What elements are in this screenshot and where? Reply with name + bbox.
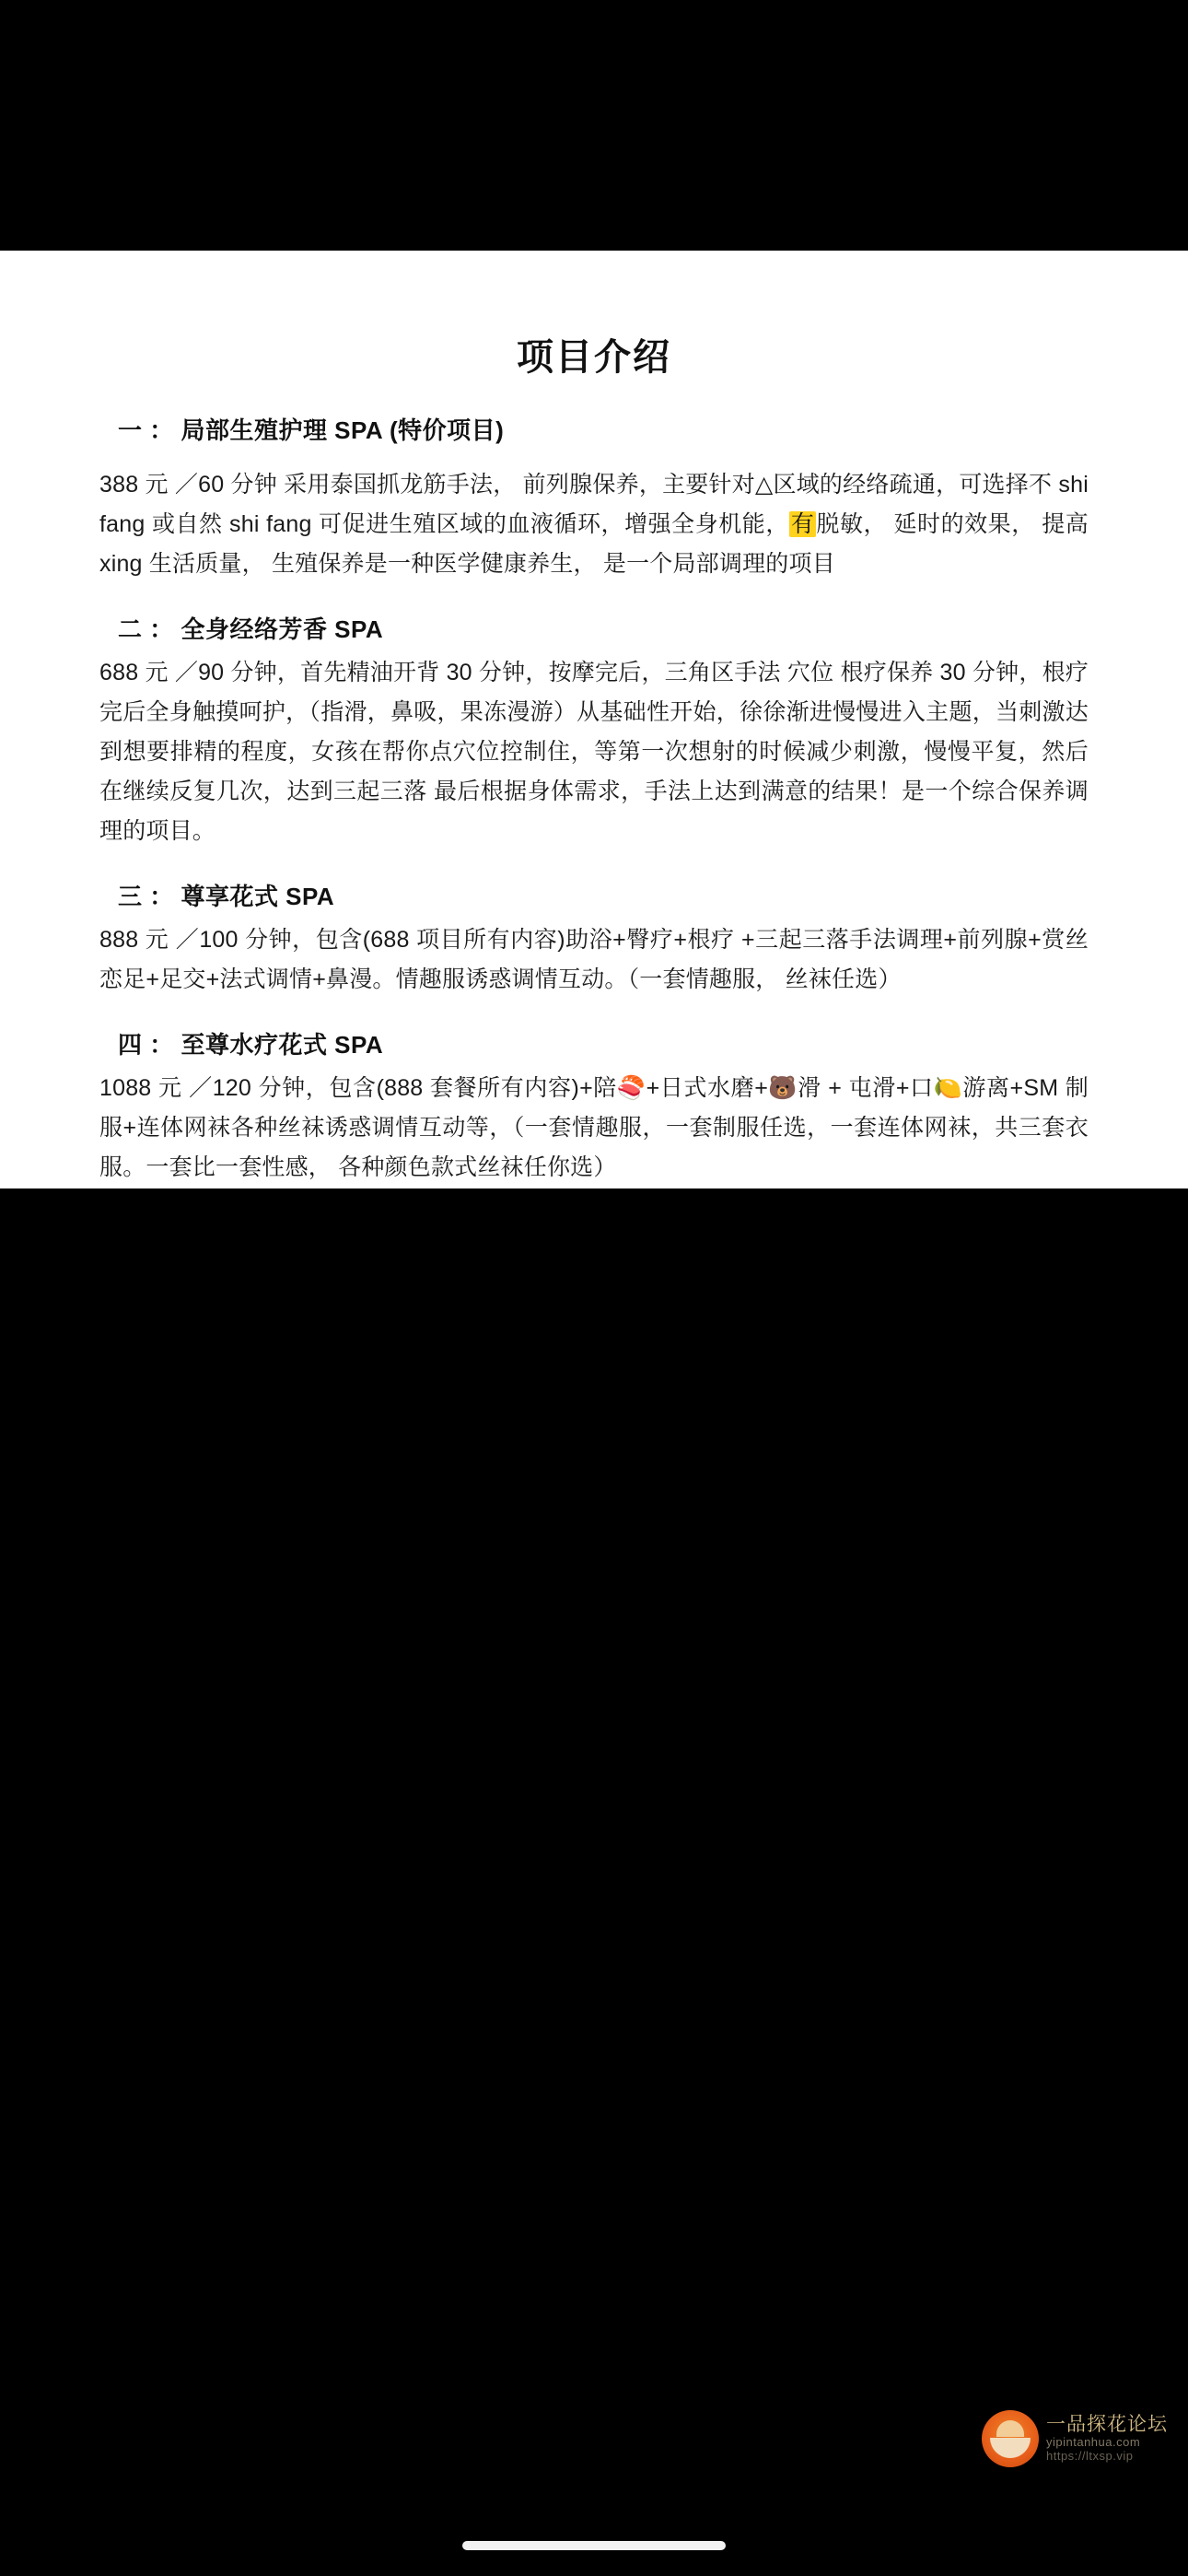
watermark-sub2: https://ltxsp.vip	[1046, 2449, 1134, 2464]
section-2-body: 688 元 ／90 分钟，首先精油开背 30 分钟，按摩完后，三角区手法 穴位 根疗保养 30 分钟，根疗完后全身触摸呵护，（指滑，鼻吸，果冻漫游）从基础性开始，徐徐渐进慢慢进入主题，当刺激达到想要排精的程度，女孩在帮你点穴位控制住，等第一次想射的时候减少刺激，慢慢平复，然后在继续反复几次，达到三起三落 最后根据身体需求，手法上达到满意的结果！是一个综合保养调理的项目。	[99, 660, 1089, 844]
watermark-title: 一品探花论坛	[1046, 2413, 1168, 2435]
document-sheet	[0, 251, 1188, 1188]
section-1-body	[99, 465, 1089, 584]
section-2-heading: 二 ： 全身经络芳香 SPA	[118, 615, 384, 643]
watermark-sub: yipintanhua.com	[1046, 2435, 1141, 2450]
section-3-heading: 三 ： 尊享花式 SPA	[118, 883, 335, 910]
section-3-body: 888 元 ／100 分钟，包含(688 项目所有内容)助浴+臀疗+根疗 +三起三落手法调理+前列腺+赏丝恋足+足交+法式调情+鼻漫。情趣服诱惑调情互动。（一套情趣服， 丝袜任选）	[99, 927, 1089, 992]
bowl-logo-icon	[982, 2410, 1039, 2467]
section-4-heading: 四 ： 至尊水疗花式 SPA	[118, 1031, 384, 1059]
section-3	[99, 879, 1089, 1000]
section-1-body-part2: 脱敏， 延时的效果， 提高 xing 生活质量， 生殖保养是一种医学健康养生， 是一个局部调理的项目	[99, 511, 1089, 577]
section-1-highlight: 有	[790, 511, 815, 537]
section-1-body-part1: 388 元 ／60 分钟 采用泰国抓龙筋手法， 前列腺保养，主要针对△区域的经络疏通，可选择不 shi fang 或自然 shi fang 可促进生殖区域的血液循环，增强全身机能，	[99, 472, 1089, 537]
watermark	[982, 2410, 1168, 2467]
section-4	[99, 1027, 1089, 1188]
section-1	[99, 413, 1089, 584]
section-4-body: 1088 元 ／120 分钟，包含(888 套餐所有内容)+陪🍣+日式水磨+🐻滑 + 屯滑+口🍋游离+SM 制服+连体网袜各种丝袜诱惑调情互动等，（一套情趣服，一套制服任选，一套连体网袜，共三套衣服。一套比一套性感， 各种颜色款式丝袜任你选）	[99, 1075, 1089, 1180]
section-2	[99, 612, 1089, 851]
section-1-heading: 一 ： 局部生殖护理 SPA (特价项目)	[118, 416, 505, 444]
page-title: 项目介绍	[517, 337, 671, 378]
watermark-text	[1046, 2414, 1168, 2464]
bottom-letterbox	[0, 1188, 1188, 2576]
home-indicator[interactable]	[462, 2541, 726, 2550]
